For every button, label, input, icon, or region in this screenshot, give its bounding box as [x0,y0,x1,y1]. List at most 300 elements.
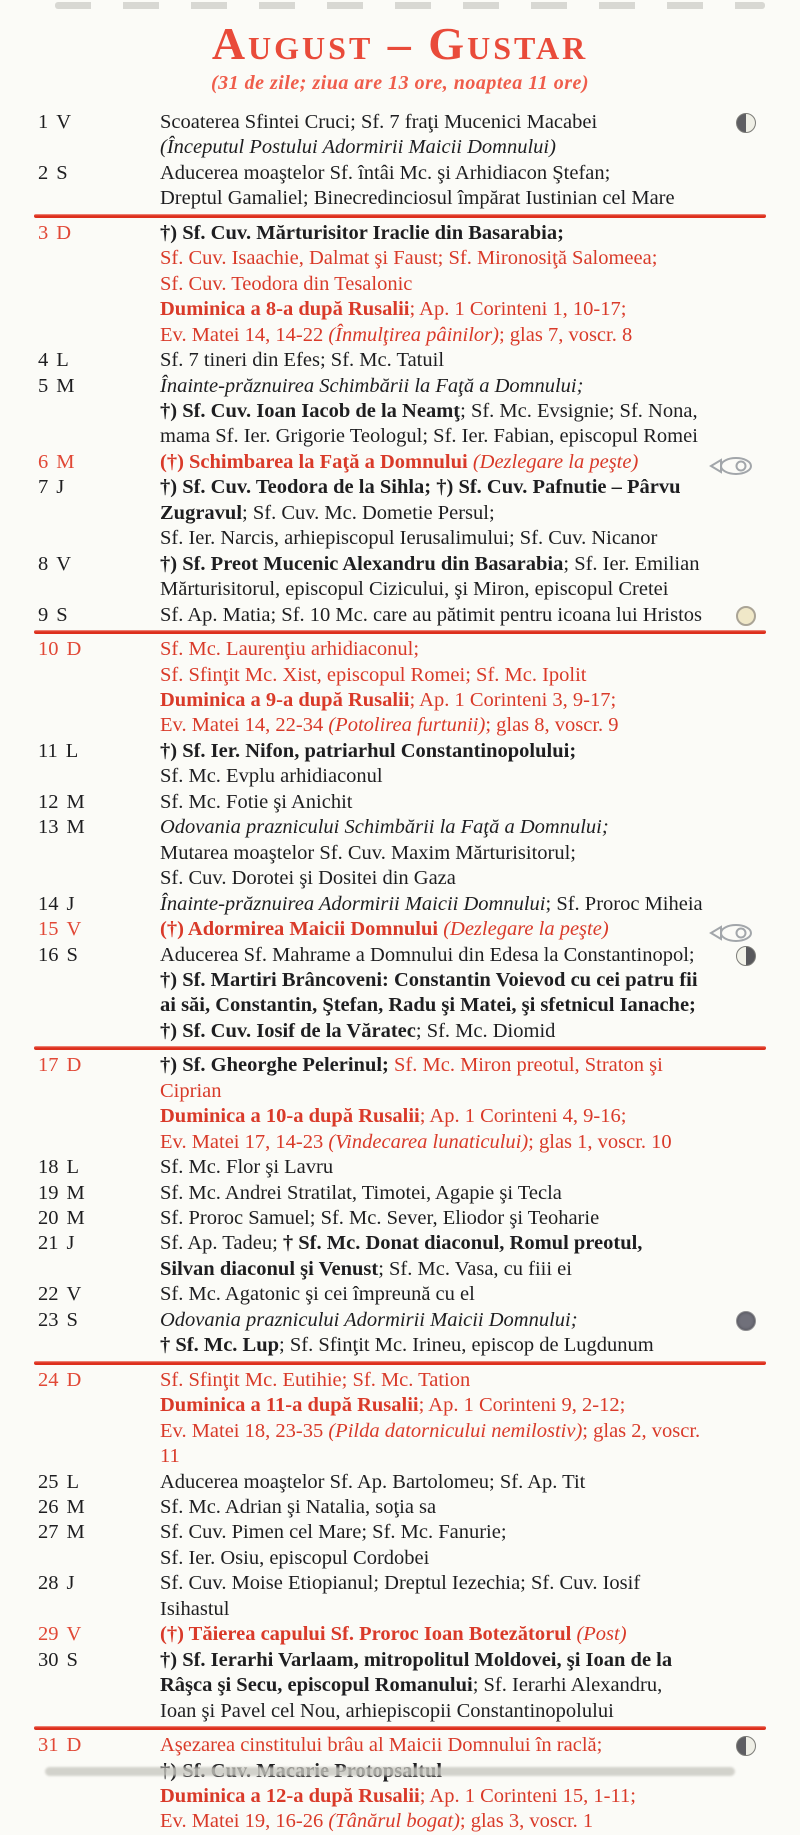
day-number: 11 [38,739,58,762]
day-number: 9 [38,603,49,626]
entry-line [160,866,708,891]
entry-line [160,246,708,271]
calendar [0,110,800,1835]
entry-line [160,1546,708,1571]
entry-line [160,739,708,764]
day-entries [160,917,800,942]
weekday-letter: V [66,1283,82,1306]
entry-line [160,1104,708,1129]
entry-line [160,968,708,993]
entry-text: (Începutul Postului Adormirii Maicii Domnului) [160,136,556,159]
day-label [0,943,160,1045]
entry-text: ; glas 1, voscr. 10 [528,1130,672,1153]
entry-line [160,221,708,246]
entry-text: Dreptul Gamaliel; Binecredinciosul împărat Iustinian cel Mare [160,187,675,210]
entry-text: Ev. Matei 18, 23-35 [160,1419,329,1442]
entry-text: ; Sf. Sfinţit Mc. Irineu, episcop de Lugdunum [279,1334,654,1357]
day-label [0,1181,160,1206]
day-entries [160,815,800,891]
entry-text: (Tânărul bogat) [328,1810,460,1833]
entry-line [160,323,708,348]
entry-line [160,1130,708,1155]
day-label [0,1571,160,1622]
entry-text: ; Ap. 1 Corinteni 3, 9-17; [409,688,617,711]
entry-text: ; Ap. 1 Corinteni 4, 9-16; [419,1105,627,1128]
weekday-letter: D [56,221,72,244]
day-label [0,450,160,475]
entry-line [160,1784,708,1809]
weekday-letter: V [66,918,82,941]
entry-text: ; Ap. 1 Corinteni 1, 10-17; [409,298,627,321]
entry-line [160,1495,708,1520]
day-number: 2 [38,161,49,184]
entry-line [160,1699,708,1724]
day-entries [160,1622,800,1647]
day-row-21 [0,1231,800,1282]
day-number: 17 [38,1054,59,1077]
moon-full-icon [736,606,756,626]
day-number: 6 [38,450,49,473]
entry-line [160,577,708,602]
weekday-letter: J [56,476,65,499]
entry-text: (†) Adormirea Maicii Domnului [160,918,444,941]
weekday-letter: L [56,349,69,372]
day-row-24 [0,1368,800,1470]
day-row-25 [0,1470,800,1495]
day-row-4 [0,348,800,373]
weekday-letter: M [66,816,85,839]
month-subtitle: (31 de zile; ziua are 13 ore, noaptea 11 ore) [210,72,590,94]
day-row-31 [0,1733,800,1835]
entry-text: (Post) [576,1623,627,1646]
entry-text: Ev. Matei 17, 14-23 [160,1130,329,1153]
entry-line [160,1206,708,1231]
day-number: 26 [38,1496,59,1519]
weekday-letter: D [66,638,82,661]
entry-line [160,272,708,297]
day-label [0,739,160,790]
moon-left-dark-icon [736,113,756,133]
entry-line [160,1155,708,1180]
day-number: 21 [38,1232,59,1255]
day-row-5 [0,374,800,450]
day-number: 24 [38,1368,59,1391]
day-label [0,221,160,348]
entry-text: Zugravul [160,501,243,524]
entry-line [160,790,708,815]
day-row-13 [0,815,800,891]
entry-line [160,1733,708,1758]
day-row-3 [0,221,800,348]
week-separator [34,1046,766,1050]
weekday-letter: M [56,450,75,473]
day-label [0,475,160,551]
entry-text: Sf. Cuv. Isaachie, Dalmat şi Faust; Sf. Mironosiţă Salomeea; [160,247,658,270]
day-number: 7 [38,476,49,499]
day-label [0,1053,160,1155]
day-row-19 [0,1181,800,1206]
weekday-letter: V [56,552,72,575]
entry-line [160,688,708,713]
entry-text: † Sf. Mc. Lup [160,1334,280,1357]
entry-line [160,135,708,160]
weekday-letter: M [66,1496,85,1519]
day-label [0,1206,160,1231]
day-row-16 [0,943,800,1045]
entry-line [160,1520,708,1545]
entry-text: Ev. Matei 14, 14-22 [160,323,329,346]
day-row-7 [0,475,800,551]
entry-text: (Înmulţirea pâinilor) [328,323,499,346]
entry-text: Sf. Cuv. Pimen cel Mare; Sf. Mc. Fanurie; [160,1521,507,1544]
day-label [0,1282,160,1307]
weekday-letter: S [66,1648,78,1671]
day-row-22 [0,1282,800,1307]
day-entries [160,1053,800,1155]
weekday-letter: V [66,1623,82,1646]
entry-text: Sf. Cuv. Moise Etiopianul; Dreptul Iezechia; Sf. Cuv. Iosif Isihastul [160,1572,641,1620]
entry-text: Odovania praznicului Schimbării la Faţă a Domnului; [160,816,609,839]
entry-line [160,297,708,322]
day-label [0,1155,160,1180]
entry-text: (†) Schimbarea la Faţă a Domnului [160,450,473,473]
day-row-28 [0,1571,800,1622]
weekday-letter: L [66,1470,80,1493]
day-entries [160,892,800,917]
entry-text: †) Sf. Cuv. Ioan Iacob de la Neamţ [160,399,461,422]
day-number: 1 [38,111,49,133]
day-number: 29 [38,1623,59,1646]
day-entries [160,790,800,815]
day-label [0,603,160,628]
day-row-20 [0,1206,800,1231]
entry-text: Duminica a 9-a după Rusalii [160,688,410,711]
day-label [0,1622,160,1647]
entry-text: Duminica a 8-a după Rusalii [160,298,410,321]
fish-icon [708,453,756,477]
entry-text: Sf. Ap. Matia; Sf. 10 Mc. care au pătimit pentru icoana lui Hristos [160,603,702,626]
entry-line [160,1257,708,1282]
entry-text: Mărturisitorul, episcopul Cizicului, şi Miron, episcopul Cretei [160,578,669,601]
entry-text: Silvan diaconul şi Venust [160,1257,379,1280]
entry-text: Aducerea moaştelor Sf. Ap. Bartolomeu; Sf. Ap. Tit [160,1470,586,1493]
day-entries [160,1520,800,1571]
entry-text: Aducerea Sf. Mahrame a Domnului din Edesa la Constantinopol; [160,943,695,966]
entry-text: Sf. Sfinţit Mc. Eutihie; Sf. Mc. Tation [160,1368,471,1391]
entry-line [160,1571,708,1622]
entry-text: ; Ap. 1 Corinteni 9, 2-12; [418,1394,626,1417]
entry-text: †) Sf. Cuv. Teodora de la Sihla; †) Sf. Cuv. Pafnutie – Pârvu [160,476,681,499]
day-number: 8 [38,552,49,575]
day-entries [160,603,800,628]
day-entries [160,110,800,161]
day-label [0,348,160,373]
entry-text: †) Sf. Ier. Nifon, patriarhul Constantinopolului; [160,739,577,762]
entry-text: Înainte-prăznuirea Adormirii Maicii Domnului [160,892,546,915]
entry-text: Sf. Sfinţit Mc. Xist, episcopul Romei; Sf. Mc. Ipolit [160,663,587,686]
entry-text: ; Sf. Ier. Emilian [563,552,700,575]
entry-text: Sf. Ier. Osiu, episcopul Cordobei [160,1546,430,1569]
entry-text: Odovania praznicului Adormirii Maicii Domnului; [160,1308,578,1331]
entry-text: Sf. Mc. Miron preotul, Straton şi Ciprian [160,1054,663,1102]
entry-text: ; Ap. 1 Corinteni 15, 1-11; [419,1785,636,1807]
day-number: 4 [38,349,49,372]
day-label [0,1470,160,1495]
entry-line [160,1368,708,1393]
day-row-1 [0,110,800,161]
entry-line [160,475,708,500]
entry-text: Ev. Matei 14, 22-34 [160,714,329,737]
day-label [0,552,160,603]
entry-text: (Dezlegare la peşte) [443,918,609,941]
entry-text: Sf. Mc. Laurenţiu arhidiaconul; [160,638,420,661]
entry-line [160,764,708,789]
entry-text: Sf. Mc. Evplu arhidiaconul [160,765,383,788]
entry-text: †) Sf. Ierarhi Varlaam, mitropolitul Moldovei, şi Ioan de la [160,1648,673,1671]
entry-text: ; Sf. Mc. Vasa, cu fiii ei [378,1257,572,1280]
day-row-9 [0,603,800,628]
entry-text: Sf. Mc. Flor şi Lavru [160,1156,334,1179]
day-number: 18 [38,1156,59,1179]
entry-text: ; Sf. Mc. Diomid [415,1019,556,1042]
entry-text: (†) Tăierea capului Sf. Proroc Ioan Botezătorul [160,1623,577,1646]
day-entries [160,475,800,551]
day-row-30 [0,1648,800,1724]
entry-text: †) Sf. Cuv. Mărturisitor Iraclie din Basarabia; [160,221,564,244]
day-entries [160,943,800,1045]
entry-line [160,161,708,186]
day-number: 14 [38,892,59,915]
scan-artifact-bottom [45,1767,735,1776]
month-title: August – Gustar [211,18,589,69]
entry-line [160,374,708,399]
day-number: 19 [38,1181,59,1204]
entry-line [160,1231,708,1256]
weekday-letter: M [66,1207,85,1230]
entry-line [160,1470,708,1495]
weekday-letter: S [66,1308,78,1331]
weekday-letter: S [56,603,68,626]
week-separator [34,214,766,218]
moon-new-icon [736,1311,756,1331]
entry-text: Sf. Mc. Fotie şi Anichit [160,790,353,813]
entry-text: ; Sf. Cuv. Mc. Dometie Persul; [242,501,495,524]
entry-line [160,1019,708,1044]
entry-line [160,1622,708,1647]
entry-line [160,663,708,688]
entry-line [160,1393,708,1418]
entry-text: ; Sf. Proroc Miheia [545,892,703,915]
day-number: 28 [38,1572,59,1595]
day-label [0,790,160,815]
day-label [0,110,160,161]
moon-right-dark-icon [736,946,756,966]
day-number: 15 [38,918,59,941]
weekday-letter: J [66,1572,75,1595]
entry-line [160,526,708,551]
day-number: 5 [38,374,49,397]
day-entries [160,161,800,212]
entry-line [160,1181,708,1206]
entry-text: Sf. Cuv. Teodora din Tesalonic [160,272,413,295]
scan-artifact-top [55,2,765,9]
entry-text: (Potolirea furtunii) [328,714,486,737]
entry-line [160,841,708,866]
day-entries [160,1308,800,1359]
day-label [0,1648,160,1724]
entry-line [160,1053,708,1104]
entry-text: †) Sf. Martiri Brâncoveni: Constantin Voievod cu cei patru fii [160,968,698,991]
day-number: 13 [38,816,59,839]
day-label [0,917,160,942]
weekday-letter: J [66,1232,75,1255]
entry-line [160,424,708,449]
day-entries [160,637,800,739]
entry-line [160,1333,708,1358]
entry-text: † Sf. Mc. Donat diaconul, Romul preotul, [282,1232,643,1255]
day-entries [160,1733,800,1835]
entry-text: ; glas 2, voscr. 11 [160,1419,701,1468]
entry-line [160,1282,708,1307]
day-entries [160,1181,800,1206]
entry-line [160,1419,708,1470]
entry-text: (Dezlegare la peşte) [472,450,639,473]
day-entries [160,1368,800,1470]
day-label [0,1231,160,1282]
weekday-letter: M [66,1181,85,1204]
day-row-29 [0,1622,800,1647]
day-entries [160,1206,800,1231]
day-row-26 [0,1495,800,1520]
weekday-letter: D [66,1368,82,1391]
day-row-15 [0,917,800,942]
entry-line [160,501,708,526]
entry-text: Sf. Mc. Andrei Stratilat, Timotei, Agapie şi Tecla [160,1181,562,1204]
day-entries [160,450,800,475]
entry-line [160,1673,708,1698]
entry-line [160,892,708,917]
entry-line [160,110,708,135]
day-entries [160,552,800,603]
day-label [0,637,160,739]
week-separator [34,1726,766,1730]
entry-text: Duminica a 12-a după Rusalii [160,1785,420,1807]
weekday-letter: D [66,1734,82,1757]
entry-text: Sf. Mc. Adrian şi Natalia, soţia sa [160,1496,437,1519]
entry-line [160,943,708,968]
day-entries [160,1282,800,1307]
day-number: 22 [38,1283,59,1306]
weekday-letter: J [66,892,75,915]
day-label [0,815,160,891]
entry-text: ; Sf. Ierarhi Alexandru, [472,1674,663,1697]
entry-line [160,637,708,662]
entry-text: ; Sf. Mc. Evsignie; Sf. Nona, [460,399,698,422]
entry-text: Râşca şi Secu, episcopul Romanului [160,1674,473,1697]
weekday-letter: D [66,1054,82,1077]
day-number: 12 [38,790,59,813]
weekday-letter: S [56,161,68,184]
entry-text: Ev. Matei 19, 16-26 [160,1810,329,1833]
day-row-11 [0,739,800,790]
day-row-6 [0,450,800,475]
entry-text: Sf. Mc. Agatonic şi cei împreună cu el [160,1283,475,1306]
entry-text: Aducerea moaştelor Sf. întâi Mc. şi Arhidiacon Ştefan; [160,161,611,184]
entry-text: Aşezarea cinstitului brâu al Maicii Domnului în raclă; [160,1734,603,1757]
entry-line [160,993,708,1018]
day-row-14 [0,892,800,917]
day-entries [160,1470,800,1495]
day-entries [160,221,800,348]
day-number: 16 [38,943,59,966]
entry-text: (Pilda datornicului nemilostiv) [328,1419,583,1442]
weekday-letter: L [66,1156,80,1179]
day-entries [160,739,800,790]
entry-line [160,603,708,628]
day-row-8 [0,552,800,603]
entry-text: mama Sf. Ier. Grigorie Teologul; Sf. Ier. Fabian, episcopul Romei [160,425,698,448]
entry-text: Duminica a 11-a după Rusalii [160,1394,419,1417]
entry-text: Mutarea moaştelor Sf. Cuv. Maxim Mărturisitorul; [160,841,577,864]
day-label [0,374,160,450]
entry-line [160,348,708,373]
entry-line [160,186,708,211]
day-number: 27 [38,1521,59,1544]
weekday-letter: M [66,790,85,813]
weekday-letter: M [66,1521,85,1544]
day-label [0,161,160,212]
day-number: 23 [38,1308,59,1331]
day-row-12 [0,790,800,815]
day-number: 10 [38,638,59,661]
entry-line [160,917,708,942]
weekday-letter: V [56,111,72,133]
entry-line [160,450,708,475]
day-label [0,1733,160,1835]
entry-text: Scoaterea Sfintei Cruci; Sf. 7 fraţi Mucenici Macabei [160,111,598,133]
day-entries [160,1155,800,1180]
day-row-27 [0,1520,800,1571]
entry-text: Sf. Ier. Narcis, arhiepiscopul Ierusalimului; Sf. Cuv. Nicanor [160,527,658,550]
entry-text: Sf. 7 tineri din Efes; Sf. Mc. Tatuil [160,349,445,372]
day-label [0,1520,160,1571]
entry-line [160,552,708,577]
day-entries [160,1571,800,1622]
entry-text: (Vindecarea lunaticului) [328,1130,529,1153]
entry-text: †) Sf. Preot Mucenic Alexandru din Basarabia [160,552,564,575]
day-number: 31 [38,1734,59,1757]
entry-line [160,399,708,424]
day-entries [160,1231,800,1282]
entry-text: ; glas 7, voscr. 8 [498,323,633,346]
entry-text: ; glas 3, voscr. 1 [459,1810,594,1833]
day-row-2 [0,161,800,212]
entry-line [160,1809,708,1834]
weekday-letter: L [65,739,79,762]
day-number: 25 [38,1470,59,1493]
day-entries [160,374,800,450]
day-label [0,892,160,917]
day-entries [160,1495,800,1520]
day-number: 30 [38,1648,59,1671]
entry-text: Sf. Proroc Samuel; Sf. Mc. Sever, Eliodor şi Teoharie [160,1207,600,1230]
weekday-letter: M [56,374,75,397]
entry-text: Ioan şi Pavel cel Nou, arhiepiscopii Constantinopolului [160,1699,614,1722]
entry-text: Înainte-prăznuirea Schimbării la Faţă a Domnului; [160,374,584,397]
entry-text: ; glas 8, voscr. 9 [485,714,619,737]
day-entries [160,1648,800,1724]
entry-text: ai săi, Constantin, Ştefan, Radu şi Matei, şi sfetnicul Ianache; [160,994,696,1017]
